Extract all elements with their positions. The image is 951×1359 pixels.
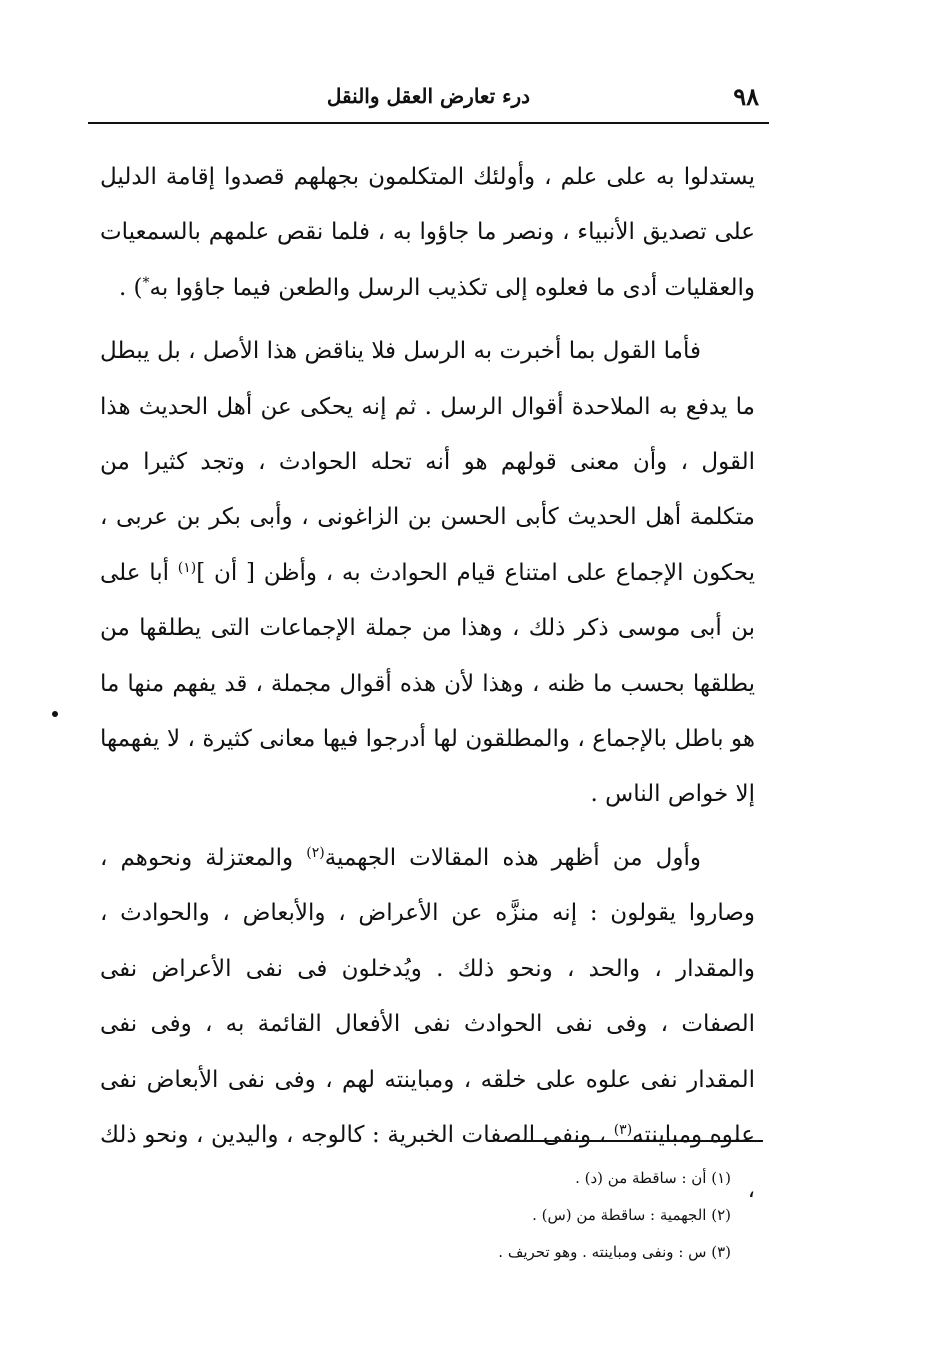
running-title: درء تعارض العقل والنقل — [326, 84, 531, 108]
footnote-divider — [513, 1140, 763, 1142]
paragraph-3-text-a: وأول من أظهر هذه المقالات الجهمية — [324, 844, 701, 871]
footnote-3: (٣) س : ونفى ومباينته . وهو تحريف . — [498, 1243, 731, 1261]
main-text — [100, 150, 755, 1227]
footnote-ref-1: (١) — [177, 559, 197, 576]
paragraph-3-text-c: ، ونفى الصفات الخبرية : كالوجه ، واليدين ، ونحو ذلك ، — [100, 1121, 755, 1204]
footnote-2: (٢) الجهمية : ساقطة من (س) . — [532, 1206, 731, 1224]
paragraph-1-text: يستدلوا به على علم ، وأولئك المتكلمون بجهلهم قصدوا إقامة الدليل على تصديق الأنبياء ، ونصر ما جاؤوا به ، فلما نقص علمهم بالسمعيات والعقليات أدى ما فعلوه إلى تكذيب الرسل والطعن فيما جاؤوا به — [100, 164, 755, 301]
paragraph-2-text-a: فأما القول بما أخبرت به الرسل فلا يناقض هذا الأصل ، بل يبطل ما يدفع به الملاحدة أقوال الرسل . ثم إنه يحكى عن أهل الحديث هذا القول ، وأن معنى قولهم هو أنه تحله الحوادث ، وتجد كثيرا من متكلمة أهل الحديث كأبى الحسن بن الزاغونى ، وأبى بكر بن عربى ، يحكون الإجماع على امتناع قيام الحوادث به ، وأظن [ أن ] — [100, 338, 756, 586]
asterisk-marker: * — [142, 274, 150, 291]
header-divider — [88, 122, 769, 124]
paragraph-1-end: ) . — [118, 274, 143, 301]
footnote-ref-3: (٣) — [613, 1121, 633, 1138]
paragraph-1 — [100, 150, 755, 316]
footnotes — [311, 1160, 731, 1271]
paragraph-3-text-b: والمعتزلة ونحوهم ، وصاروا يقولون : إنه منزَّه عن الأعراض ، والأبعاض ، والحوادث ، والمقدار ، والحد ، ونحو ذلك . ويُدخلون فى نفى الأعراض نفى الصفات ، وفى نفى الحوادث نفى الأفعال القائمة به ، وفى نفى المقدار نفى علوه على خلقه ، ومباينته لهم ، وفى نفى الأبعاض نفى علوه ومباينته — [100, 844, 755, 1148]
page-number: ٩٨ — [733, 82, 759, 111]
margin-dot — [52, 711, 58, 717]
paragraph-2-text-b: أبا على بن أبى موسى ذكر ذلك ، وهذا من جملة الإجماعات التى يطلقها من يطلقها بحسب ما ظنه ، وهذا لأن هذه أقوال مجملة ، قد يفهم منها ما هو باطل بالإجماع ، والمطلقون لها أدرجوا فيها معانى كثيرة ، لا يفهمها إلا خواص الناس . — [100, 559, 755, 808]
page-header — [90, 78, 767, 120]
footnote-ref-2: (٢) — [306, 844, 325, 861]
paragraph-2 — [100, 324, 755, 823]
footnote-1: (١) أن : ساقطة من (د) . — [575, 1169, 731, 1187]
